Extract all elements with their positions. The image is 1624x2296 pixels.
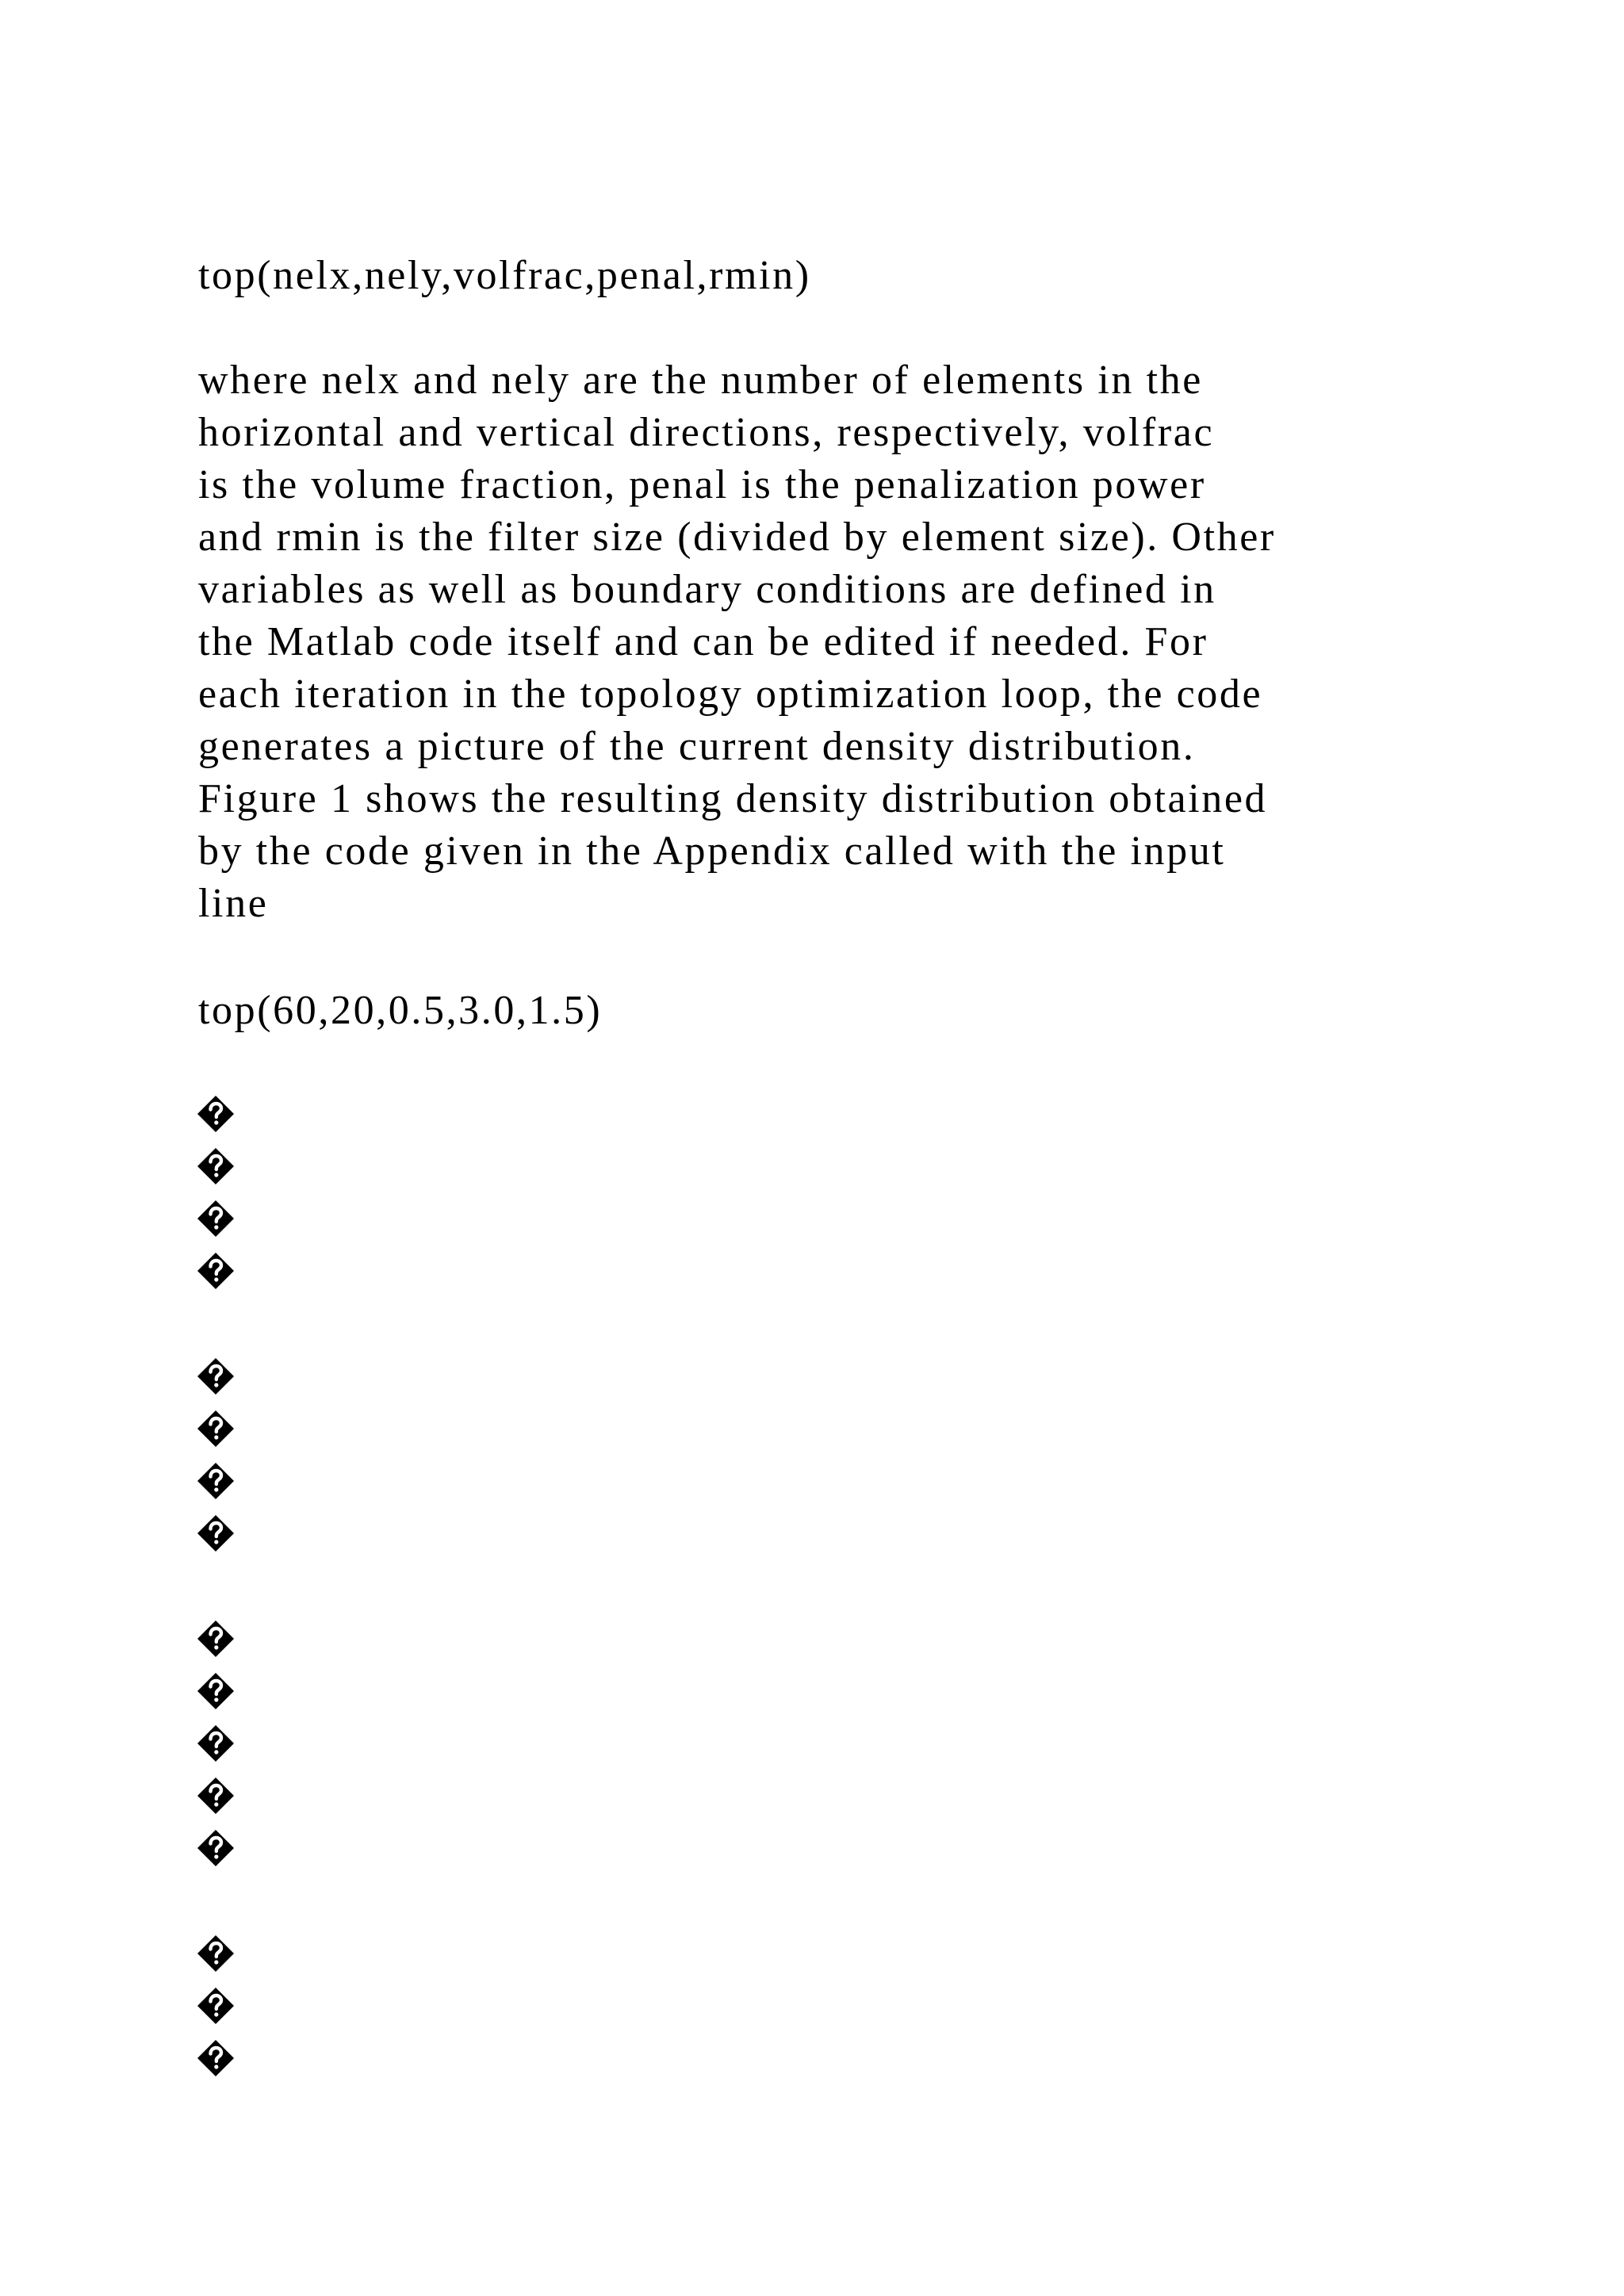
paragraph-line-3: is the volume fraction, penal is the penalization power xyxy=(198,462,1206,507)
replacement-char-icon xyxy=(197,1934,235,1973)
replacement-char-icon xyxy=(197,1672,235,1710)
paragraph-line-4: and rmin is the filter size (divided by element size). Other xyxy=(198,515,1276,560)
paragraph-line-7: each iteration in the topology optimization loop, the code xyxy=(198,672,1263,717)
replacement-char-icon xyxy=(197,1829,235,1867)
replacement-char-icon xyxy=(197,1095,235,1133)
paragraph-line-11: line xyxy=(198,881,269,926)
paragraph-line-10: by the code given in the Appendix called with the input xyxy=(198,828,1226,874)
replacement-char-icon xyxy=(197,1620,235,1658)
paragraph-line-9: Figure 1 shows the resulting density distribution obtained xyxy=(198,776,1268,821)
paragraph-line-2: horizontal and vertical directions, respectively, volfrac xyxy=(198,410,1215,455)
replacement-char-icon xyxy=(197,1200,235,1238)
paragraph-line-6: the Matlab code itself and can be edited if needed. For xyxy=(198,619,1208,664)
replacement-char-icon xyxy=(197,1252,235,1290)
example-call: top(60,20,0.5,3.0,1.5) xyxy=(198,988,603,1033)
replacement-char-icon xyxy=(197,2039,235,2077)
replacement-char-icon xyxy=(197,1410,235,1448)
replacement-char-icon xyxy=(197,1777,235,1815)
replacement-char-icon xyxy=(197,1147,235,1185)
function-signature: top(nelx,nely,volfrac,penal,rmin) xyxy=(198,253,811,298)
replacement-char-icon xyxy=(197,1987,235,2025)
replacement-char-icon xyxy=(197,1462,235,1500)
paragraph-line-5: variables as well as boundary conditions are defined in xyxy=(198,567,1216,612)
replacement-char-icon xyxy=(197,1357,235,1395)
replacement-char-icon xyxy=(197,1724,235,1762)
paragraph-line-1: where nelx and nely are the number of elements in the xyxy=(198,358,1203,403)
replacement-char-icon xyxy=(197,1514,235,1552)
paragraph-line-8: generates a picture of the current density distribution. xyxy=(198,724,1196,769)
